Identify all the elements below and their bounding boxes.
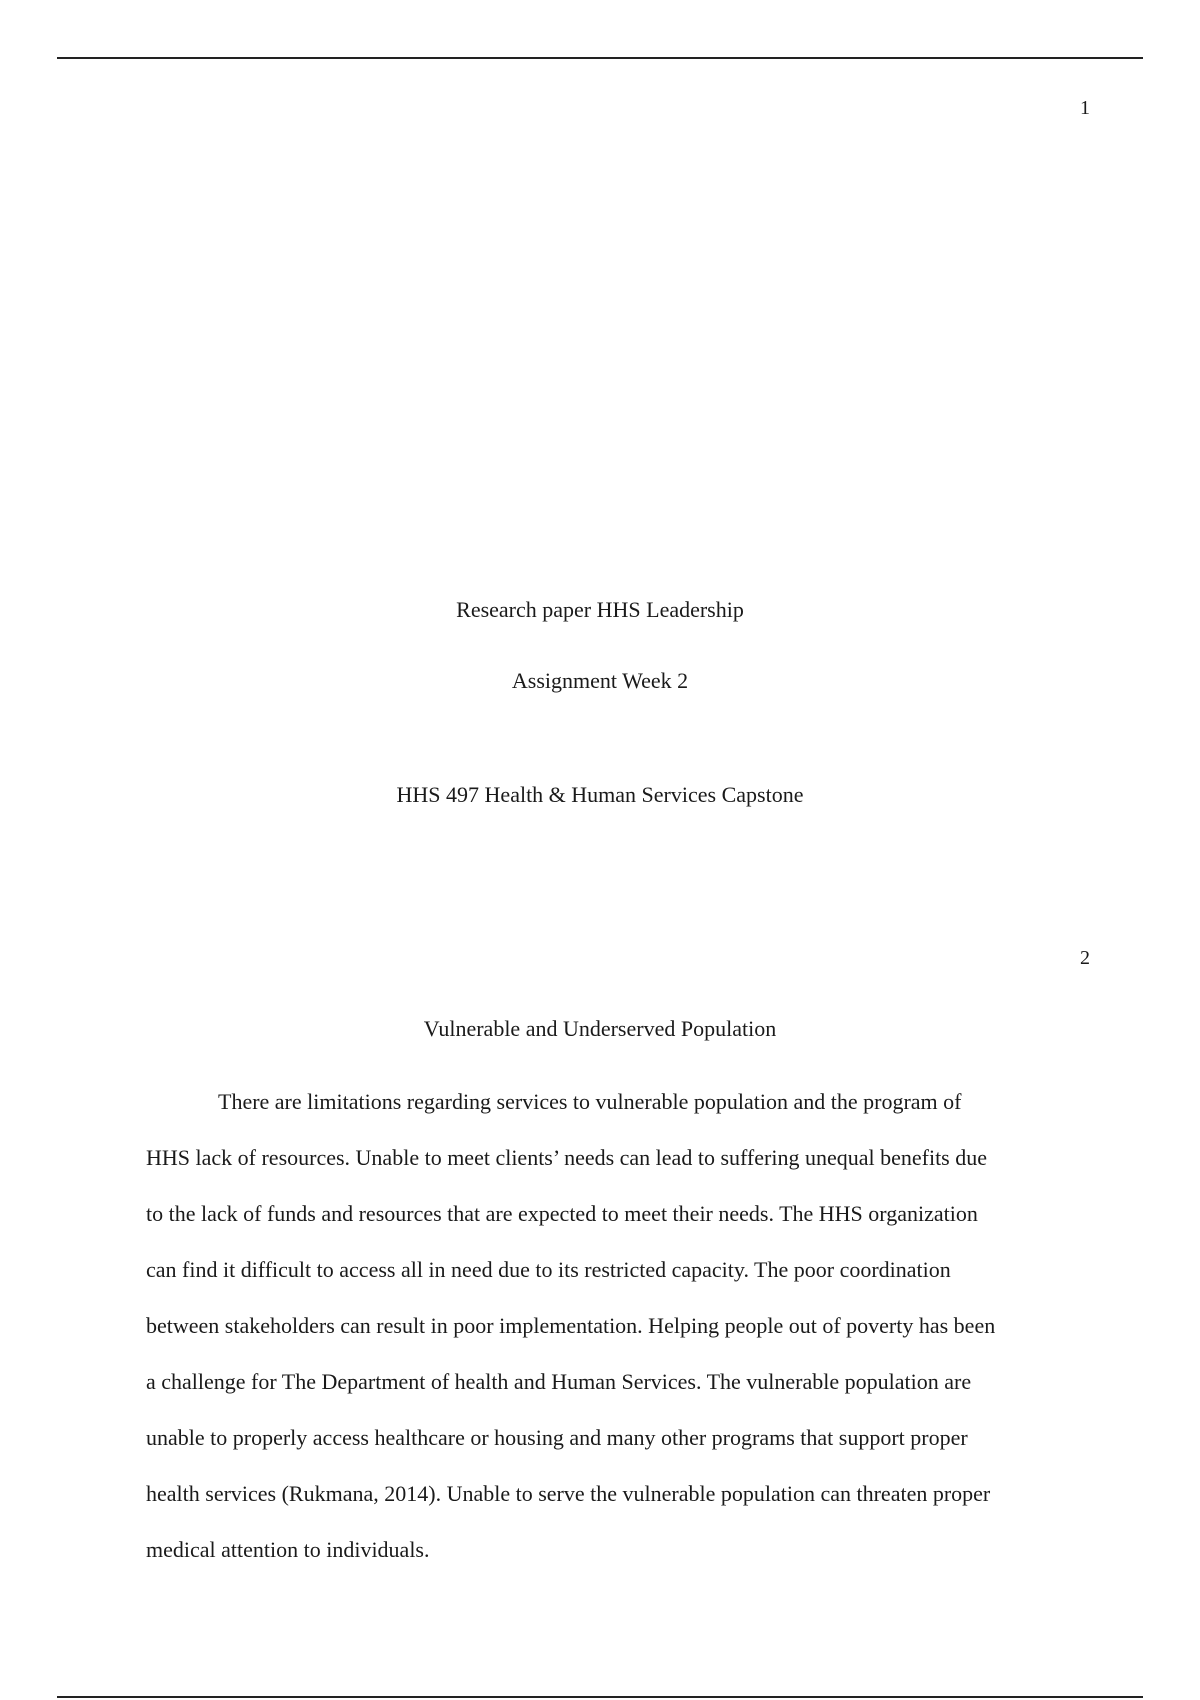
top-divider xyxy=(57,57,1143,59)
title-line-2: Assignment Week 2 xyxy=(511,668,689,693)
paragraph-line: medical attention to individuals. xyxy=(146,1537,430,1562)
paragraph-line: a challenge for The Department of health and Human Services. The vulnerable population are xyxy=(146,1369,972,1394)
paragraph-line: to the lack of funds and resources that are expected to meet their needs. The HHS organization xyxy=(146,1201,978,1226)
body-paragraph xyxy=(146,1074,1086,1578)
paragraph-line: unable to properly access healthcare or housing and many other programs that support proper xyxy=(146,1425,968,1450)
page-number-2: 2 xyxy=(1080,947,1090,969)
title-line-1: Research paper HHS Leadership xyxy=(456,597,744,622)
paragraph-line: HHS lack of resources. Unable to meet clients’ needs can lead to suffering unequal benefits due xyxy=(146,1145,988,1170)
course-title: HHS 497 Health & Human Services Capstone xyxy=(396,782,804,807)
paragraph-line: can find it difficult to access all in need due to its restricted capacity. The poor coordination xyxy=(146,1257,951,1282)
paragraph-line: between stakeholders can result in poor implementation. Helping people out of poverty has been xyxy=(146,1313,996,1338)
paragraph-line: health services (Rukmana, 2014). Unable to serve the vulnerable population can threaten proper xyxy=(146,1481,991,1506)
section-heading: Vulnerable and Underserved Population xyxy=(423,1016,777,1041)
page-number-1: 1 xyxy=(1080,97,1090,119)
paragraph-line: There are limitations regarding services to vulnerable population and the program of xyxy=(218,1089,962,1114)
bottom-divider xyxy=(57,1696,1143,1698)
